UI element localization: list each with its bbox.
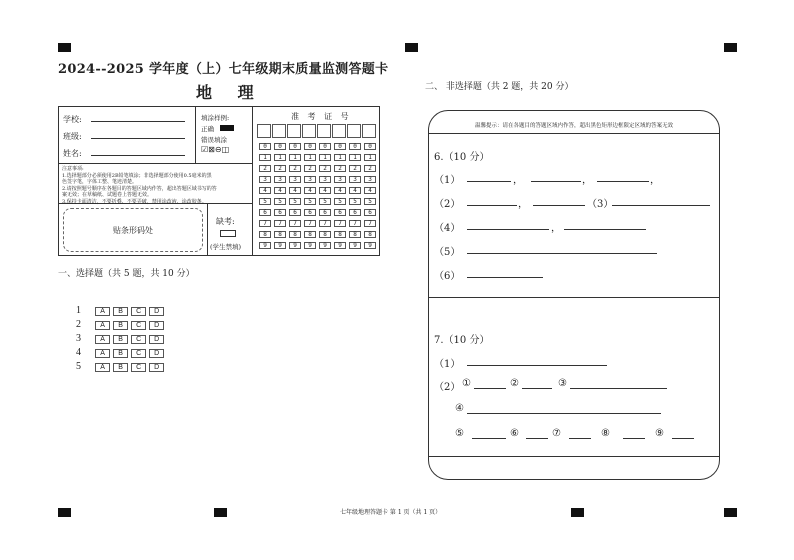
option-a-bubble[interactable]: A bbox=[95, 307, 110, 316]
exam-id-bubble[interactable]: 0 bbox=[289, 143, 301, 150]
option-b-bubble[interactable]: B bbox=[113, 321, 128, 330]
alignment-mark bbox=[724, 43, 737, 52]
exam-id-bubble[interactable]: 2 bbox=[259, 165, 271, 172]
exam-id-bubble[interactable]: 5 bbox=[349, 198, 361, 205]
exam-id-bubble[interactable]: 8 bbox=[349, 231, 361, 238]
q7-part-2: （2） bbox=[434, 382, 461, 393]
page-title: 2024--2025 学年度（上）七年级期末质量监测答题卡 bbox=[58, 62, 389, 77]
answer-blank[interactable] bbox=[467, 205, 517, 206]
q6-title: 6.（10 分） bbox=[434, 152, 490, 163]
exam-id-digit-box[interactable] bbox=[347, 124, 361, 138]
exam-id-bubble[interactable]: 6 bbox=[274, 209, 286, 216]
exam-id-bubble[interactable]: 4 bbox=[349, 187, 361, 194]
exam-id-bubble[interactable]: 0 bbox=[259, 143, 271, 150]
exam-id-digit-box[interactable] bbox=[302, 124, 316, 138]
exam-id-bubble[interactable]: 7 bbox=[364, 220, 376, 227]
option-b-bubble[interactable]: B bbox=[113, 363, 128, 372]
exam-id-bubble[interactable]: 2 bbox=[274, 165, 286, 172]
exam-id-bubble[interactable]: 8 bbox=[304, 231, 316, 238]
choice-row bbox=[76, 326, 167, 344]
exam-id-bubble[interactable]: 5 bbox=[259, 198, 271, 205]
exam-id-bubble[interactable]: 6 bbox=[349, 209, 361, 216]
question-number: 5 bbox=[76, 361, 81, 372]
option-d-bubble[interactable]: D bbox=[149, 363, 164, 372]
answer-blank[interactable] bbox=[533, 205, 585, 206]
exam-id-bubble[interactable]: 0 bbox=[364, 143, 376, 150]
option-a-bubble[interactable]: A bbox=[95, 335, 110, 344]
exam-id-bubble[interactable]: 3 bbox=[364, 176, 376, 183]
answer-area bbox=[428, 110, 720, 480]
option-c-bubble[interactable]: C bbox=[131, 307, 146, 316]
page-footer: 七年级地理答题卡 第 1 页（共 1 页） bbox=[340, 509, 442, 516]
exam-id-bubble[interactable]: 4 bbox=[334, 187, 346, 194]
exam-id-bubble[interactable]: 1 bbox=[364, 154, 376, 161]
notice-line: 3.保持卡面清洁，不要折叠、不要弄破，禁用涂改液、涂改胶条。 bbox=[62, 198, 207, 205]
correct-fill-sample bbox=[220, 125, 234, 131]
class-label: 班级: bbox=[63, 132, 82, 141]
barcode-area bbox=[63, 208, 203, 252]
notice-line: 色签字笔，字体工整、笔迹清楚。 bbox=[62, 179, 138, 185]
exam-id-digit-box[interactable] bbox=[257, 124, 271, 138]
answer-blank[interactable] bbox=[623, 438, 645, 439]
q6-part-3: （3） bbox=[587, 199, 614, 210]
exam-id-bubble[interactable]: 9 bbox=[304, 242, 316, 249]
exam-id-bubble[interactable]: 8 bbox=[274, 231, 286, 238]
student-info-box bbox=[58, 106, 380, 256]
answer-blank[interactable] bbox=[569, 438, 591, 439]
answer-blank[interactable] bbox=[467, 365, 607, 366]
option-a-bubble[interactable]: A bbox=[95, 321, 110, 330]
exam-id-bubble[interactable]: 2 bbox=[289, 165, 301, 172]
absent-label: 缺考: bbox=[216, 217, 235, 226]
option-b-bubble[interactable]: B bbox=[113, 349, 128, 358]
answer-blank[interactable] bbox=[526, 438, 548, 439]
option-d-bubble[interactable]: D bbox=[149, 307, 164, 316]
exam-id-bubble[interactable]: 3 bbox=[274, 176, 286, 183]
school-label: 学校: bbox=[63, 115, 82, 124]
option-b-bubble[interactable]: B bbox=[113, 335, 128, 344]
answer-blank[interactable] bbox=[522, 388, 552, 389]
exam-id-bubble[interactable]: 4 bbox=[259, 187, 271, 194]
circle-num: ⑤ bbox=[455, 428, 464, 439]
circle-num: ⑧ bbox=[601, 428, 610, 439]
option-c-bubble[interactable]: C bbox=[131, 321, 146, 330]
exam-id-bubble[interactable]: 8 bbox=[259, 231, 271, 238]
exam-id-bubble[interactable]: 5 bbox=[319, 198, 331, 205]
q6-part-4: （4） bbox=[434, 223, 461, 234]
answer-blank[interactable] bbox=[467, 277, 543, 278]
choice-row bbox=[76, 298, 167, 316]
exam-id-bubble[interactable]: 4 bbox=[274, 187, 286, 194]
answer-blank[interactable] bbox=[564, 229, 646, 230]
exam-id-bubble[interactable]: 6 bbox=[304, 209, 316, 216]
alignment-mark bbox=[58, 508, 71, 517]
comma: ， bbox=[551, 223, 561, 234]
answer-blank[interactable] bbox=[467, 229, 549, 230]
exam-id-bubble[interactable]: 2 bbox=[319, 165, 331, 172]
exam-id-bubble[interactable]: 5 bbox=[289, 198, 301, 205]
exam-id-bubble[interactable]: 8 bbox=[334, 231, 346, 238]
exam-id-bubble[interactable]: 4 bbox=[289, 187, 301, 194]
choice-row bbox=[76, 354, 167, 372]
choice-row bbox=[76, 340, 167, 358]
q7-part-1: （1） bbox=[434, 359, 461, 370]
exam-id-bubble[interactable]: 1 bbox=[349, 154, 361, 161]
notice-line: 2.请按照题号顺序在各题目的答题区域内作答，超出答题区域书写的答 bbox=[62, 185, 217, 192]
exam-id-bubble[interactable]: 0 bbox=[334, 143, 346, 150]
exam-id-bubble[interactable]: 6 bbox=[319, 209, 331, 216]
exam-id-bubble[interactable]: 3 bbox=[349, 176, 361, 183]
exam-id-bubble[interactable]: 8 bbox=[289, 231, 301, 238]
exam-id-bubble[interactable]: 8 bbox=[319, 231, 331, 238]
exam-id-bubble[interactable]: 4 bbox=[319, 187, 331, 194]
exam-id-digit-box[interactable] bbox=[362, 124, 376, 138]
correct-label: 正确 bbox=[201, 125, 214, 133]
notice-title: 注意事项: bbox=[62, 166, 84, 172]
class-field[interactable] bbox=[91, 138, 185, 139]
exam-id-bubble[interactable]: 6 bbox=[364, 209, 376, 216]
exam-id-bubble-grid bbox=[258, 143, 380, 253]
answer-blank[interactable] bbox=[597, 181, 649, 182]
exam-id-digit-box[interactable] bbox=[272, 124, 286, 138]
option-c-bubble[interactable]: C bbox=[131, 363, 146, 372]
exam-id-bubble[interactable]: 3 bbox=[334, 176, 346, 183]
question-number: 4 bbox=[76, 347, 81, 358]
exam-id-bubble[interactable]: 0 bbox=[319, 143, 331, 150]
option-a-bubble[interactable]: A bbox=[95, 363, 110, 372]
exam-id-boxes bbox=[257, 124, 379, 140]
alignment-mark bbox=[571, 508, 584, 517]
answer-blank[interactable] bbox=[570, 388, 667, 389]
absent-checkbox[interactable] bbox=[220, 230, 236, 237]
exam-id-bubble[interactable]: 2 bbox=[304, 165, 316, 172]
exam-id-bubble[interactable]: 7 bbox=[319, 220, 331, 227]
exam-id-bubble[interactable]: 6 bbox=[259, 209, 271, 216]
exam-id-bubble[interactable]: 6 bbox=[334, 209, 346, 216]
notice-block bbox=[62, 166, 250, 205]
exam-id-bubble[interactable]: 9 bbox=[364, 242, 376, 249]
circle-num: ⑥ bbox=[510, 428, 519, 439]
circle-num: ⑦ bbox=[552, 428, 561, 439]
option-c-bubble[interactable]: C bbox=[131, 335, 146, 344]
wrong-fill-samples: ☑⊠⊖◫ bbox=[201, 145, 230, 154]
name-field[interactable] bbox=[91, 155, 185, 156]
exam-id-bubble[interactable]: 3 bbox=[319, 176, 331, 183]
option-b-bubble[interactable]: B bbox=[113, 307, 128, 316]
option-d-bubble[interactable]: D bbox=[149, 321, 164, 330]
option-a-bubble[interactable]: A bbox=[95, 349, 110, 358]
exam-id-bubble[interactable]: 4 bbox=[304, 187, 316, 194]
alignment-mark bbox=[405, 43, 418, 52]
answer-blank[interactable] bbox=[472, 438, 506, 439]
question-number: 2 bbox=[76, 319, 81, 330]
exam-id-bubble[interactable]: 9 bbox=[274, 242, 286, 249]
exam-id-bubble[interactable]: 1 bbox=[259, 154, 271, 161]
answer-blank[interactable] bbox=[474, 388, 506, 389]
alignment-mark bbox=[214, 508, 227, 517]
comma: ， bbox=[513, 175, 523, 186]
exam-id-bubble[interactable]: 9 bbox=[349, 242, 361, 249]
exam-id-bubble[interactable]: 5 bbox=[364, 198, 376, 205]
exam-id-bubble[interactable]: 8 bbox=[364, 231, 376, 238]
answer-blank[interactable] bbox=[612, 205, 710, 206]
exam-id-bubble[interactable]: 1 bbox=[289, 154, 301, 161]
exam-id-bubble[interactable]: 7 bbox=[349, 220, 361, 227]
choice-row bbox=[76, 312, 167, 330]
exam-id-bubble[interactable]: 4 bbox=[364, 187, 376, 194]
exam-id-bubble[interactable]: 1 bbox=[319, 154, 331, 161]
alignment-mark bbox=[58, 43, 71, 52]
exam-id-bubble[interactable]: 0 bbox=[304, 143, 316, 150]
circle-num: ④ bbox=[455, 403, 464, 414]
exam-id-digit-box[interactable] bbox=[332, 124, 346, 138]
exam-id-bubble[interactable]: 5 bbox=[274, 198, 286, 205]
exam-id-bubble[interactable]: 7 bbox=[334, 220, 346, 227]
q7-title: 7.（10 分） bbox=[434, 335, 490, 346]
barcode-label: 贴条形码处 bbox=[113, 226, 153, 235]
exam-id-bubble[interactable]: 2 bbox=[334, 165, 346, 172]
circle-num: ⑨ bbox=[655, 428, 664, 439]
exam-id-bubble[interactable]: 3 bbox=[304, 176, 316, 183]
notice-line: 1.选择题部分必须使用2B铅笔填涂；非选择题部分使用0.5毫米的黑 bbox=[62, 172, 212, 179]
exam-id-bubble[interactable]: 7 bbox=[304, 220, 316, 227]
option-d-bubble[interactable]: D bbox=[149, 349, 164, 358]
exam-id-bubble[interactable]: 9 bbox=[289, 242, 301, 249]
exam-id-bubble[interactable]: 5 bbox=[334, 198, 346, 205]
subject-title: 地 理 bbox=[196, 83, 264, 102]
option-d-bubble[interactable]: D bbox=[149, 335, 164, 344]
comma: ， bbox=[518, 199, 528, 210]
q6-part-1: （1） bbox=[434, 175, 461, 186]
section1-title: 一、选择题（共 5 题，共 10 分） bbox=[58, 269, 195, 279]
comma: ， bbox=[650, 175, 660, 186]
exam-id-bubble[interactable]: 0 bbox=[349, 143, 361, 150]
circle-num: ① bbox=[462, 378, 471, 389]
exam-id-digit-box[interactable] bbox=[317, 124, 331, 138]
exam-id-bubble[interactable]: 7 bbox=[289, 220, 301, 227]
warning-text: 温馨提示：请在各题目的答题区域内作答，超出黑色矩形边框限定区域的答案无效 bbox=[474, 123, 673, 129]
school-field[interactable] bbox=[91, 121, 185, 122]
name-label: 姓名: bbox=[63, 149, 82, 158]
q6-part-5: （5） bbox=[434, 247, 461, 258]
answer-blank[interactable] bbox=[467, 181, 511, 182]
circle-num: ③ bbox=[558, 378, 567, 389]
wrong-label: 错误填涂 bbox=[201, 136, 227, 144]
exam-id-bubble[interactable]: 5 bbox=[304, 198, 316, 205]
exam-id-bubble[interactable]: 9 bbox=[334, 242, 346, 249]
exam-id-bubble[interactable]: 1 bbox=[274, 154, 286, 161]
exam-id-bubble[interactable]: 9 bbox=[319, 242, 331, 249]
section2-title: 二、 非选择题（共 2 题，共 20 分） bbox=[425, 82, 574, 92]
exam-id-bubble[interactable]: 1 bbox=[334, 154, 346, 161]
exam-id-bubble[interactable]: 2 bbox=[364, 165, 376, 172]
exam-id-bubble[interactable]: 7 bbox=[259, 220, 271, 227]
exam-id-bubble[interactable]: 7 bbox=[274, 220, 286, 227]
question-number: 1 bbox=[76, 305, 81, 316]
exam-id-bubble[interactable]: 2 bbox=[349, 165, 361, 172]
exam-id-bubble[interactable]: 9 bbox=[259, 242, 271, 249]
absent-note: (学生禁填) bbox=[210, 243, 242, 251]
option-c-bubble[interactable]: C bbox=[131, 349, 146, 358]
exam-id-digit-box[interactable] bbox=[287, 124, 301, 138]
exam-id-bubble[interactable]: 3 bbox=[289, 176, 301, 183]
exam-id-bubble[interactable]: 0 bbox=[274, 143, 286, 150]
answer-blank[interactable] bbox=[467, 253, 657, 254]
answer-blank[interactable] bbox=[531, 181, 581, 182]
answer-blank[interactable] bbox=[672, 438, 694, 439]
exam-id-bubble[interactable]: 3 bbox=[259, 176, 271, 183]
notice-line: 案无效；在草稿纸、试题卷上答题无效。 bbox=[62, 192, 153, 198]
fill-example-label: 填涂样例: bbox=[201, 114, 230, 122]
comma: ， bbox=[582, 175, 592, 186]
question-number: 3 bbox=[76, 333, 81, 344]
choice-list bbox=[76, 298, 167, 372]
exam-id-bubble[interactable]: 1 bbox=[304, 154, 316, 161]
circle-num: ② bbox=[510, 378, 519, 389]
q6-part-6: （6） bbox=[434, 271, 461, 282]
alignment-mark bbox=[724, 508, 737, 517]
exam-id-label: 准 考 证 号 bbox=[291, 112, 352, 121]
exam-id-bubble[interactable]: 6 bbox=[289, 209, 301, 216]
q6-part-2: （2） bbox=[434, 199, 461, 210]
answer-blank[interactable] bbox=[467, 413, 661, 414]
